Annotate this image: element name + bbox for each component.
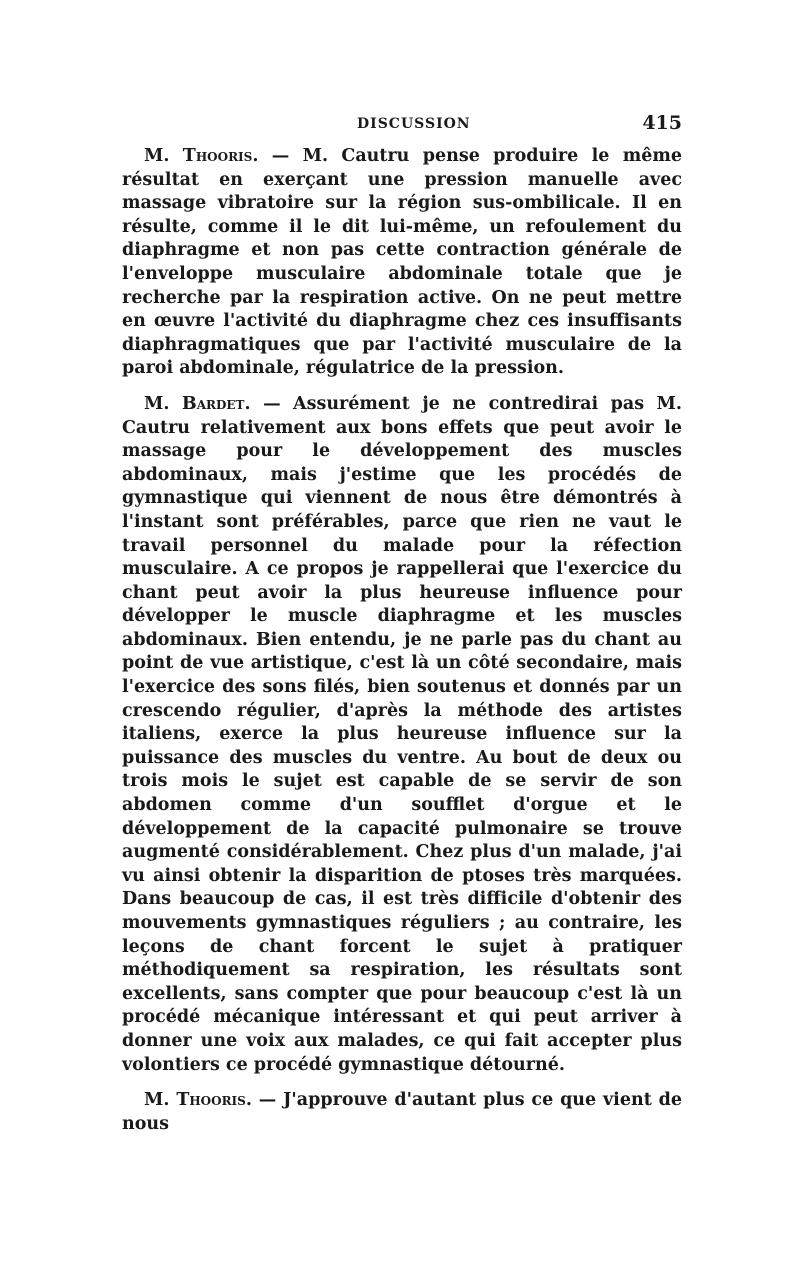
running-head (122, 112, 682, 136)
paragraph-thooris-1 (122, 145, 682, 381)
paragraph-text: — Assurément je ne contredirai pas M. Cautru relativement aux bons effets que peut avoir le massage pour le développement des muscles abdominaux, mais j'estime que les procédés de gymnastique qui viennent de nous être démontrés à l'instant sont préférables, parce que rien ne vaut le travail personnel du malade pour la réfection musculaire. A ce propos je rappellerai que l'exercice du chant peut avoir la plus heureuse influence pour développer le muscle diaphragme et les muscles abdominaux. Bien entendu, je ne parle pas du chant au point de vue artistique, c'est là un côté secondaire, mais l'exercice des sons filés, bien soutenus et donnés par un crescendo régulier, d'après la méthode des artistes italiens, exerce la plus heureuse influence sur la puissance des muscles du ventre. Au bout de deux ou trois mois le sujet est capable de se servir de son abdomen comme d'un soufflet d'orgue et le développement de la capacité pulmonaire se trouve augmenté considérablement. Chez plus d'un malade, j'ai vu ainsi obtenir la disparition de ptoses très marquées. Dans beaucoup de cas, il est très difficile d'obtenir des mouvements gymnastiques réguliers ; au contraire, les leçons de chant forcent le sujet à pratiquer méthodiquement sa respiration, les résultats sont excellents, sans compter que pour beaucoup c'est là un procédé mécanique intéressant et qui peut arriver à donner une voix aux malades, ce qui fait accepter plus volontiers ce procédé gymnastique détourné. (122, 393, 682, 1075)
body-text (122, 145, 682, 1136)
paragraph-text: — M. Cautru pense produire le même résultat en exerçant une pression manuelle avec massage vibratoire sur la région sus-ombilicale. Il en résulte, comme il le dit lui-même, un refoulement du diaphragme et non pas cette contraction générale de l'enveloppe musculaire abdominale totale que je recherche par la respiration active. On ne peut mettre en œuvre l'activité du diaphragme chez ces insuffisants diaphragmatiques que par l'activité musculaire de la paroi abdominale, régulatrice de la pression. (122, 146, 683, 379)
running-head-title: DISCUSSION (357, 116, 471, 132)
paragraph-text: — J'approuve d'autant plus ce que vient de nous (122, 1090, 682, 1134)
speaker-name: M. Bardet. (144, 393, 251, 414)
speaker-name: M. Thooris. (144, 1090, 252, 1111)
paragraph-bardet (122, 393, 682, 1077)
paragraph-thooris-2 (122, 1089, 682, 1136)
page-number: 415 (642, 112, 682, 134)
speaker-name: M. Thooris. (144, 146, 259, 166)
